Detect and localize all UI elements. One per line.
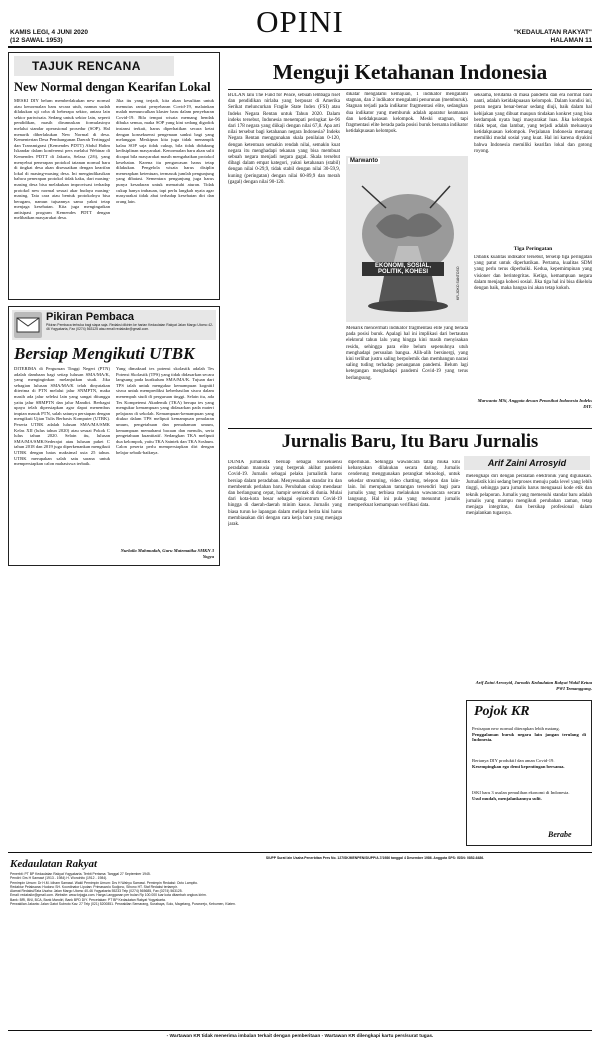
masthead-line: Perwakilan Jakarta: Jalan Gatot Subroto Kav. 27 Telp (021) 5200851. Perwakilan Semarang, Surabaya, Solo, Magelang, Purworejo, Kebumen, Klaten. <box>10 902 236 907</box>
pojok-signature: Berabe <box>548 830 572 839</box>
issue-hijri-date: (12 SAWAL 1953) <box>10 37 63 44</box>
cartoon-credit: KR-JOKO SANTOSO <box>456 266 460 300</box>
masthead-line: Penerbit: PT BP Kedaulatan Rakyat Yogyakarta. Terbit Pertama: Tanggal 27 September 1945. <box>10 872 151 876</box>
pojok-item-2-comment: Kesempingkan ego demi kepentingan bersama. <box>472 763 565 769</box>
pojok-box <box>466 700 592 846</box>
tajuk-label: TAJUK RENCANA <box>14 56 174 76</box>
masthead-info <box>10 872 590 906</box>
second-author-tag: Arif Zaini Arrosyid <box>464 456 590 470</box>
main-subheading: Tiga Peringatan <box>513 246 553 252</box>
main-article-title: Menguji Ketahanan Indonesia <box>272 60 548 84</box>
main-column-3: seksama, terutama di masa pandemi dan era normal baru nanti, adalah ketidakpuasan kelompok. Dalam kondisi ini, peran negara benar-benar sedang diuji, baik dalam hal kebijakan yang dibuat maupun tindakan konkret yang bisa berdampak nyata bagi masyarakat luas. Jika kelompok tidak tepat, dan lambat, yang terjadi adalah meluasnya ketidakpuasan kelompok. Perjalanan Indonesia memang memiliki modal sosial yang kuat. Hal ini karena diyakini bahwa Indonesia memiliki kearifan lokal dan gotong royong. <box>474 93 592 154</box>
pojok-item-2-text: Bertanya DIY produktif dan aman Covid-19. <box>472 758 555 763</box>
section-title: OPINI <box>256 4 344 39</box>
pojok-item-3 <box>472 790 586 801</box>
tajuk-column-2: Jika itu yang terjadi, kita akan kesulitan untuk memutus rantai penyebaran Covid-19, malainkan malah memunculkan klaster baru dalam penyebaran Covid-19. Bila tempat wisata memang hendak dibuka semua, maka SOP yang kini sedang digodok instansi terkait, harus diperhatikan secara ketat dengan konsekuensi pengenaan sanksi bagi yang melanggar. Meskipun kita juga tidak menampik kalau SOP saja tidak cukup, bila tidak didukung kedisiplinan masyarakat. Kenormalan baru akan sulit dicapai bila masyarakat masih mengabaikan protokol kesehatan. Karena itu pengawasan harus tetap dilakukan. Pengelola wisata harus disiplin menerapkan ketentuan, termasuk jumlah pengunjung yang dibatasi. Sementara pengunjung juga harus punya kesadaran untuk mematuhi aturan. Tidak cukup hanya imbauan, tapi perlu langkah nyata agar masyarakat tidak abai terhadap kesehatan diri dan orang lain. <box>116 98 214 204</box>
tajuk-title: New Normal dengan Kearifan Lokal <box>14 80 211 94</box>
cartoon-caption: EKONOMI, SOSIAL, POLITIK, KOHESI <box>362 262 444 276</box>
masthead-line: Email: redaksikr@gmail.com. Website: www.krjogja.com. Harga Langganan per bulan Rp 100.000 luar kota ditambah ongkos kirim. <box>10 893 207 898</box>
second-article-title: Jurnalis Baru, Itu Baru Jurnalis <box>281 432 539 452</box>
footer-rule <box>8 1030 592 1031</box>
masthead-line: Pendiri: Drs H Samawi (1913 - 1984) H. Wonohito (1912 - 1984). <box>10 876 108 881</box>
main-bottom-rule <box>228 428 592 429</box>
footer-note: - Wartawan KR tidak menerima imbalan terkait dengan pemberitaan - Wartawan KR dilengkapi kartu pers/surat tugas. <box>166 1034 434 1039</box>
pojok-item-1-comment: Penggalaman buruk negara lain jangan terulang di Indonesia. <box>472 731 586 743</box>
masthead-siup: SIUPP Surat Izin Usaha Penerbitan Pers No. 127/SK/MENPEN/SIUPP/A.7/1986 tanggal 4 Desember 1986. Anggota SPS: ISSN: 0852-6486. <box>265 856 485 860</box>
page-number: HALAMAN 11 <box>550 37 592 44</box>
header-rule <box>8 46 592 48</box>
masthead-line: Redaktur Pelaksana: Hudono SH. Koordinator Liputan: Primaswolo Sudjono, Sihono HT. Staf Redaksi terlampir. <box>10 884 178 889</box>
pembaca-title: Bersiap Mengikuti UTBK <box>14 344 195 363</box>
main-column-2b: Menarik mencermati indikator fragmentasi elite yang berada pada posisi buruk. Apalagi hal ini implikasi dari bertautan elektoral tahun lalu yang hingga kini masih menyisakan residu, sehingga para elite belum sepenuhnya utuh menghadapi persoalan bangsa. Alih-alih bersinergi, yang kini terlihat justru saling berpolemik dan membangun narasi saling tuding terhadap penanganan pandemi. Belum lagi ketegangan menghadapi pandemi Covid-19 yang terus berlangsung. <box>346 326 468 381</box>
masthead-logo: Kedaulatan Rakyat <box>10 858 98 870</box>
masthead-top-rule <box>8 852 592 853</box>
second-column-3: melengkapi diri dengan peralatan elektronik yang digunakan. Jurnalistik kini sedang berproses menuju pada level yang lebih tinggi, sehingga para jurnalis harus menguasai kode etik dan teknik pelaporan. Jurnalis yang memenuhi standar baru adalah jurnalis yang mampu mengikuti perubahan zaman, tetap menjaga integritas, dan bersikap profesional dalam menjalankan tugasnya. <box>466 474 592 517</box>
masthead-line: Bank: BRI, BNI, BCA, Bank Mandiri, Bank BPD DIY. Percetakan: PT BP Kedaulatan Rakyat Yogyakarta. <box>10 897 166 902</box>
issue-date: KAMIS LEGI, 4 JUNI 2020 <box>10 29 89 36</box>
editorial-cartoon <box>346 156 468 322</box>
cartoon-label: Marwanto <box>350 158 379 164</box>
page-header <box>0 0 600 50</box>
second-author: Arif Zaini Arrosyid, Jurnalis Kedaulatan Rakyat Wakil Ketua PWI Temanggung. <box>475 680 592 691</box>
pembaca-column-2: Yang dimaksud tes potensi skolastik adalah Tes Potensi Skolastik (TPS) yang tidak didasarkan secara langsung pada kurikulum SMA/MA/K. Tujuan dari TPS ialah untuk mengukur kemampuan kognitif siswa untuk memprediksi keberhasilan siswa dalam menempuh studi di perguruan tinggi. Selain itu, ada Tes Kompetensi Akademik (TKA) berupa tes yang mengukur kemampuan yang didasarkan pada materi pelajaran di sekolah. Kemampuan-kemampuan yang diukur dalam TPS meliputi kemampuan penalaran umum, pengetahuan dan pemahaman umum, kemampuan memahami bacaan dan menulis, serta pengetahuan kuantitatif. Sedangkan TKA meliputi dua kelompok, yaitu TKA Saintek dan TKA Soshum. Calon peserta perlu mempersiapkan diri dengan belajar sebaik-baiknya. <box>116 366 214 455</box>
tajuk-column-1: MESKI DIY belum memberlakukan new normal atau kenormalan baru secara utuh, namun sudah dilakukan uji coba di beberapa sektor, antara lain sektor pariwisata. Sedang untuk sektor lain, seperti pendidikan, masih dirumuskan formulasinya melalui standar operasional prosedur (SOP). Hal menarik diberlakukan New Normal di desa. Kementerian Desa Pembangunan Daerah Tertinggal dan Transmigrasi (Kemendes PDTT) Abdul Halim Iskandar dalam konferensi pers melalui Webinar di Kemendes PDTT di Jakarta, Selasa (2/6), yang menyebut penerapan protokol tatanan normal baru di tingkat desa akan disesuaikan dengan kearifan lokal di masing-masing desa. Ini mengindikasikan bahwa penerapan protokol tidak kaku, dari masing-masing desa bisa melakukan improvisasi terhadap protokol new normal sesuai akar budaya masing-masing. Tata cara atau bentuk protokolnya bisa beragam, namun tujuannya sama yakni tetap menjaga kesehatan. Kita juga mengingatkan antisipasi program Kemendes PDTT dengan melibatkan masyarakat desa. <box>14 98 110 221</box>
pembaca-label: Pikiran Pembaca <box>46 311 135 323</box>
main-column-1: BULAN lalu The Fund for Peace, sebuah lembaga riset dan pendidikan nirlaba yang berpusat di Amerika Serikat meluncurkan Fragile State Index (FSI) atau Indeks Negara Rentan untuk Tahun 2020. Dalam indeks tersebut, Indonesia menempati peringkat ke-96 dari 178 negara yang diikaji dengan nilai 67,8. Apa arti nilai tersebut bagi ketahanan negara Indonesia? Indeks Negara Rentan menggunakan skala penilaian 0-120, dengan ketentuan semakin rendah nilai, semakin kuat negara itu menghadapi tekanan yang bisa membuat sebuah negara menjadi negara gagal. Skala tersebut dibagi dalam empat kategori, yakni ketahanan (stabil) dengan nilai 0-29,9, tidak stabil dengan nilai 30-59,9, kuning (peringatan) dengan nilai 60-89,9 dan merah (gagal) dengan nilai 90-120. <box>228 93 340 185</box>
pojok-item-1 <box>472 726 586 743</box>
second-column-1: DUNIA jurnalistik bersiap sebagai konsekuensi peradaban manusia yang bergerak akibat pandemi Covid-19. Jurnalis sebagai pelaku jurnalistik harus bersiap dalam peradaban. Menyesuaikan standar itu dan membentuk perlahan baru. Perubahan cukup mendasar dan berlangsung cepat, hampir serentak di dunia. Mulai dari kota-kota besar sebagai epicentrum Covid-19 hingga di daerah-daerah minim kasus. Jurnalis yang biasa turun ke lapangan dalam meliput berita kini harus membiasakan diri dengan cara kerja baru yang menjaga jarak. <box>228 460 342 528</box>
main-column-2: dikatar mengalami kemajuan, 1 indikator mengalami stagnan, dan 2 indikator mengalami penurunan (memburuk). Stagnan terjadi pada indikator fragmentasi elite, sedangkan dua indikator yang memburuk adalah aparatur keamanan dan ketidakpuasan kelompok. Meski stagnan, tapi fragmentasi elite berada pada posisi buruk bersama indikator ketidakpuasan kelompok. <box>346 92 468 135</box>
pojok-item-2 <box>472 758 586 769</box>
pojok-item-3-text: ISKI baru 3 usulan pemulihan ekonomi di Indonesia. <box>472 790 570 795</box>
masthead-line: Alamat Redaksi/Tata Usaha: Jalan Margo Utomo 40-46 Yogyakarta 55233 Telp (0274) 565685, Fax (0274) 563125. <box>10 889 183 894</box>
main-column-3b: Dibalik kualitas indikator tersebut, terselip tiga peringatan yang patut untuk diperhatikan. Pertama, kualitas SDM yang perlu terus diperbaiki. Kedua, kepemimpinan yang visioner dan berintegritas. Ketiga, kemampuan negara dalam menjaga kohesi sosial. Jika tiga hal ini bisa dikelola dengan baik, maka bangsa ini akan tetap kokoh. <box>474 255 592 292</box>
masthead-line: Pemimpin Umum: Dr H.M. Idham Samawi. Wakil Pemimpin Umum: Drs H Wahyu Samawi. Pemimpin Redaksi: Octo Lampito. <box>10 880 198 885</box>
pembaca-author: Nurlaila Mahmudah, Guru Matematika SMKN 3 Yogya <box>120 548 214 559</box>
second-column-2: diperlukan. Sehingga wawancara tatap muka kini kebanyakan dilakukan secara daring. Jurnalis cenderung menggunakan perangkat teknologi, untuk sekedar streaming, video chatting, telepon dan lain-lain. Ini merupakan tantangan tersendiri bagi para jurnalis yang terbiasa melakukan wawancara secara langsung. Hal ini pula yang menuntut jurnalis memperkuat kemampuan verifikasi data. <box>348 460 460 509</box>
pembaca-intro: Pikiran Pembaca terbuka bagi siapa saja. Redaksi dikirim ke harian Kedaulatan Rakyat Jalan Margo Utomo 42-46 Yogyakarta, Fax (0274) 563125 atau email redaksikr@gmail.com. <box>46 323 214 332</box>
main-title-rule <box>228 89 592 90</box>
main-author: Marwanto MSi, Anggota dewan Penasihat Indonesia Indeks DIY. <box>477 398 592 409</box>
newspaper-name: "KEDAULATAN RAKYAT" <box>513 29 592 36</box>
pembaca-column-1: DITERIMA di Perguruan Tinggi Negeri (PTN) adalah dambaan bagi setiap lulusan SMA/MA/K, yang menginginkan melanjutkan studi. Jika sebagian lulusan SMA/MA/K telah dinyatakan diterima di PTN melalui jalur SNMPTN, maka masih ada jalur seleksi lain yang sangat ditunggu yaitu jalur SBMPTN dan jalur Mandiri. Berbagai upaya telah dipersiapkan agar dapat menembus impian masuk PTN, salah satunya persiapan dengan mengikuti Ujian Tulis Berbasis Komputer (UTBK). Peserta UTBK adalah lulusan SMA/MA/SMK Kelas XII (lulus tahun 2020) atau sesuai Pokok C lulus tahun 2020. Selain itu, lulusan SMA/MA/SMK/Sederajat atau lulusan paket C tahun 2018 dan 2019 juga diperkenankan mengikuti UTBK dengan batas maksimal usia 25 tahun. UTBK merupakan salah satu sarana untuk mempersiapkan calon mahasiswa terbaik. <box>14 366 110 467</box>
pojok-item-1-text: Pesisapan new normal diterapkan lebih matang. <box>472 726 560 731</box>
pojok-item-3-comment: Usul mudah, menjalankannya sulit. <box>472 795 542 801</box>
pojok-title: Pojok KR <box>474 704 530 719</box>
letter-icon <box>14 312 42 338</box>
